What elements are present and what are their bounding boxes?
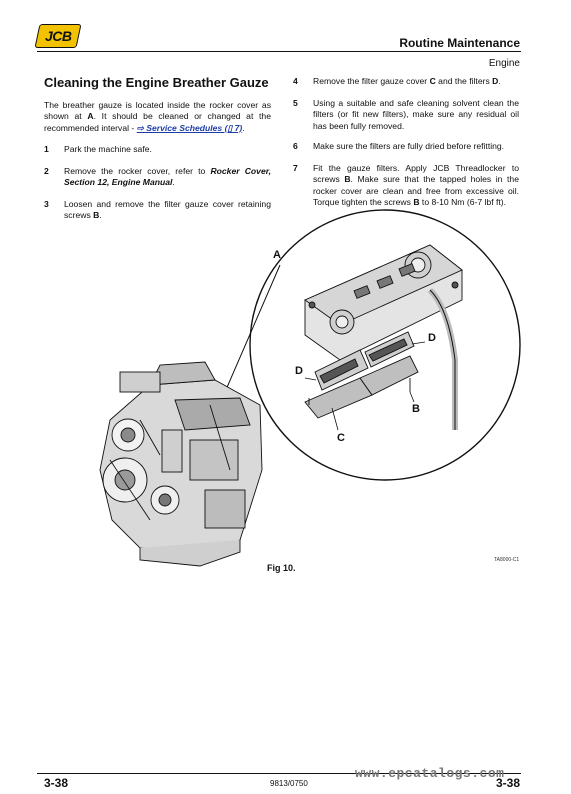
- rocker-cover-detail: [305, 245, 462, 430]
- step-4: 4 Remove the filter gauze cover C and the filters D.: [293, 76, 501, 86]
- step-5: 5 Using a suitable and safe cleaning solvent clean the filters (or fit new filters), make sure any residual oil has been fully removed.: [293, 98, 519, 131]
- header-subtitle: Engine: [488, 58, 520, 69]
- label-a: A: [273, 249, 281, 261]
- header-title: Routine Maintenance: [399, 36, 520, 50]
- step-6: 6 Make sure the filters are fully dried before refitting.: [293, 141, 505, 151]
- jcb-logo: JCB: [34, 24, 81, 48]
- label-c: C: [337, 432, 345, 444]
- intro-paragraph: The breather gauze is located inside the rocker cover as shown at A. It should be cleaned or changed at the recommended interval - ⇨ Service Schedules (▯ 7).: [44, 100, 271, 133]
- figure-caption: Fig 10.: [267, 563, 296, 573]
- page-number-right: 3-38: [495, 776, 520, 790]
- step-7: 7 Fit the gauze filters. Apply JCB Threadlocker to screws B. Make sure that the tapped holes in the rocker cover are clean and free from excessive oil. Torque tighten the screws B to 8-10 Nm (6-7 lbf ft).: [293, 163, 519, 208]
- watermark-url[interactable]: www.epcatalogs.com: [355, 766, 505, 781]
- engine-drawing: [100, 362, 262, 566]
- step-1: 1 Park the machine safe.: [44, 144, 152, 154]
- document-number: 9813/0750: [270, 779, 308, 788]
- page-number-left: 3-38: [44, 776, 69, 790]
- section-title: Cleaning the Engine Breather Gauze: [44, 75, 269, 90]
- label-d-left: D: [295, 365, 303, 377]
- label-d-right: D: [428, 332, 436, 344]
- step-2: 2 Remove the rocker cover, refer to Rocker Cover, Section 12, Engine Manual.: [44, 166, 271, 188]
- service-schedules-link[interactable]: ⇨ Service Schedules (▯ 7): [136, 122, 243, 133]
- figure-code: TA8000-C1: [494, 557, 520, 563]
- step-3: 3 Loosen and remove the filter gauze cover retaining screws B.: [44, 199, 271, 221]
- label-b: B: [412, 403, 420, 415]
